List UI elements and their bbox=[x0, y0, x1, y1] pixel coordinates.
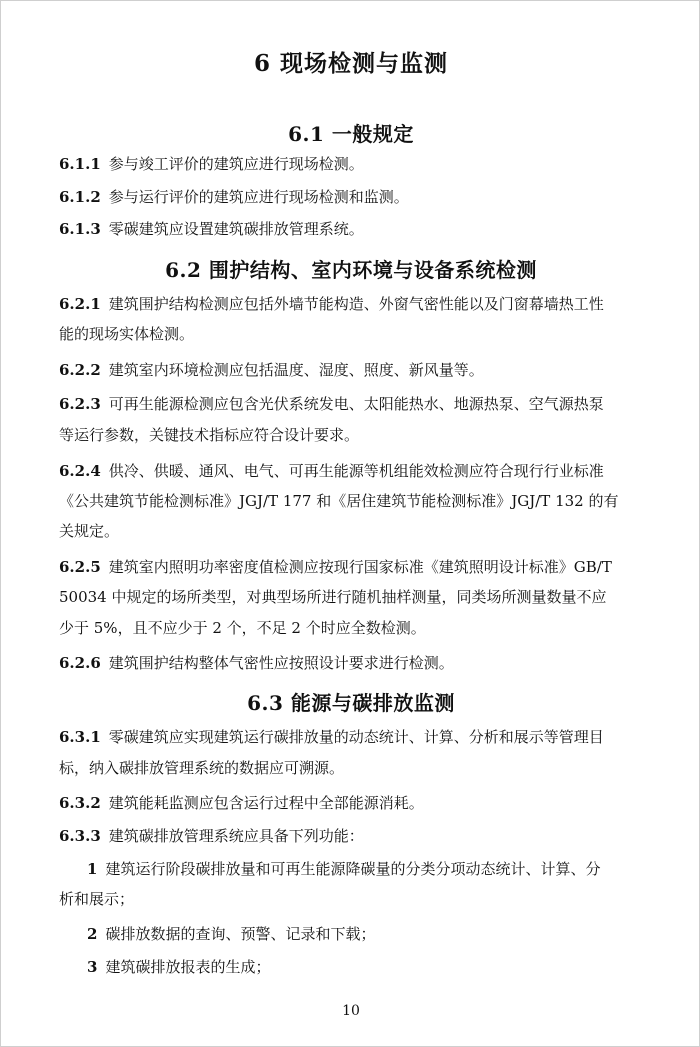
clause-number: 6.1.3 bbox=[59, 220, 101, 238]
clause-text: 参与运行评价的建筑应进行现场检测和监测。 bbox=[108, 188, 409, 206]
clause-6-2-1-continued: 能的现场实体检测。 bbox=[59, 325, 195, 343]
clause-6-3-1 bbox=[59, 727, 604, 747]
list-item-1 bbox=[87, 859, 600, 879]
item-number: 3 bbox=[87, 958, 98, 976]
clause-6-2-2 bbox=[59, 360, 484, 380]
clause-6-2-5-continued: 50034 中规定的场所类型，对典型场所进行随机抽样测量，同类场所测量数量不应 bbox=[59, 588, 607, 606]
clause-6-1-2 bbox=[59, 187, 409, 207]
chapter-title: 6 现场检测与监测 bbox=[253, 50, 448, 77]
clause-number: 6.3.3 bbox=[59, 827, 101, 845]
list-item-2 bbox=[87, 924, 375, 944]
clause-6-2-3-continued: 等运行参数，关键技术指标应符合设计要求。 bbox=[59, 426, 360, 444]
clause-6-2-4-continued: 《公共建筑节能检测标准》JGJ/T 177 和《居住建筑节能检测标准》JGJ/T 132 的有 bbox=[59, 492, 619, 510]
clause-number: 6.2.1 bbox=[59, 295, 101, 313]
clause-6-1-1 bbox=[59, 154, 364, 174]
item-text: 建筑运行阶段碳排放量和可再生能源降碳量的分类分项动态统计、计算、分 bbox=[105, 860, 601, 878]
item-text: 碳排放数据的查询、预警、记录和下载； bbox=[105, 925, 376, 943]
clause-number: 6.2.3 bbox=[59, 395, 101, 413]
section-title-6-1: 6.1 一般规定 bbox=[288, 122, 414, 146]
clause-number: 6.3.1 bbox=[59, 728, 101, 746]
clause-6-2-5-continued: 少于 5%，且不应少于 2 个，不足 2 个时应全数检测。 bbox=[59, 619, 426, 637]
clause-number: 6.2.6 bbox=[59, 654, 101, 672]
clause-number: 6.2.2 bbox=[59, 361, 101, 379]
clause-6-2-5 bbox=[59, 557, 612, 577]
clause-text: 可再生能源检测应包含光伏系统发电、太阳能热水、地源热泵、空气源热泵 bbox=[108, 395, 604, 413]
clause-text: 零碳建筑应实现建筑运行碳排放量的动态统计、计算、分析和展示等管理目 bbox=[108, 728, 604, 746]
item-text: 建筑碳排放报表的生成； bbox=[105, 958, 271, 976]
clause-number: 6.2.5 bbox=[59, 558, 101, 576]
list-item-3 bbox=[87, 957, 270, 977]
item-number: 2 bbox=[87, 925, 98, 943]
clause-6-3-2 bbox=[59, 793, 424, 813]
clause-number: 6.3.2 bbox=[59, 794, 101, 812]
clause-6-1-3 bbox=[59, 219, 364, 239]
clause-text: 建筑能耗监测应包含运行过程中全部能源消耗。 bbox=[108, 794, 424, 812]
clause-6-2-4 bbox=[59, 461, 604, 481]
clause-text: 建筑室内照明功率密度值检测应按现行国家标准《建筑照明设计标准》GB/T bbox=[108, 558, 612, 576]
section-title-6-2: 6.2 围护结构、室内环境与设备系统检测 bbox=[165, 258, 537, 282]
clause-text: 建筑碳排放管理系统应具备下列功能： bbox=[108, 827, 364, 845]
clause-text: 建筑围护结构整体气密性应按照设计要求进行检测。 bbox=[108, 654, 454, 672]
section-title-6-3: 6.3 能源与碳排放监测 bbox=[247, 691, 455, 715]
clause-6-2-3 bbox=[59, 394, 604, 414]
clause-number: 6.1.1 bbox=[59, 155, 101, 173]
page-number: 10 bbox=[342, 1003, 360, 1019]
clause-6-3-3 bbox=[59, 826, 364, 846]
clause-6-2-4-continued: 关规定。 bbox=[59, 522, 120, 540]
clause-number: 6.1.2 bbox=[59, 188, 101, 206]
clause-6-2-6 bbox=[59, 653, 454, 673]
clause-text: 建筑围护结构检测应包括外墙节能构造、外窗气密性能以及门窗幕墙热工性 bbox=[108, 295, 604, 313]
clause-text: 参与竣工评价的建筑应进行现场检测。 bbox=[108, 155, 364, 173]
clause-text: 供冷、供暖、通风、电气、可再生能源等机组能效检测应符合现行行业标准 bbox=[108, 462, 604, 480]
clause-number: 6.2.4 bbox=[59, 462, 101, 480]
list-item-1-continued: 析和展示； bbox=[59, 890, 135, 908]
clause-text: 建筑室内环境检测应包括温度、湿度、照度、新风量等。 bbox=[108, 361, 484, 379]
clause-text: 零碳建筑应设置建筑碳排放管理系统。 bbox=[108, 220, 364, 238]
clause-6-3-1-continued: 标，纳入碳排放管理系统的数据应可溯源。 bbox=[59, 759, 345, 777]
item-number: 1 bbox=[87, 860, 98, 878]
clause-6-2-1 bbox=[59, 294, 604, 314]
